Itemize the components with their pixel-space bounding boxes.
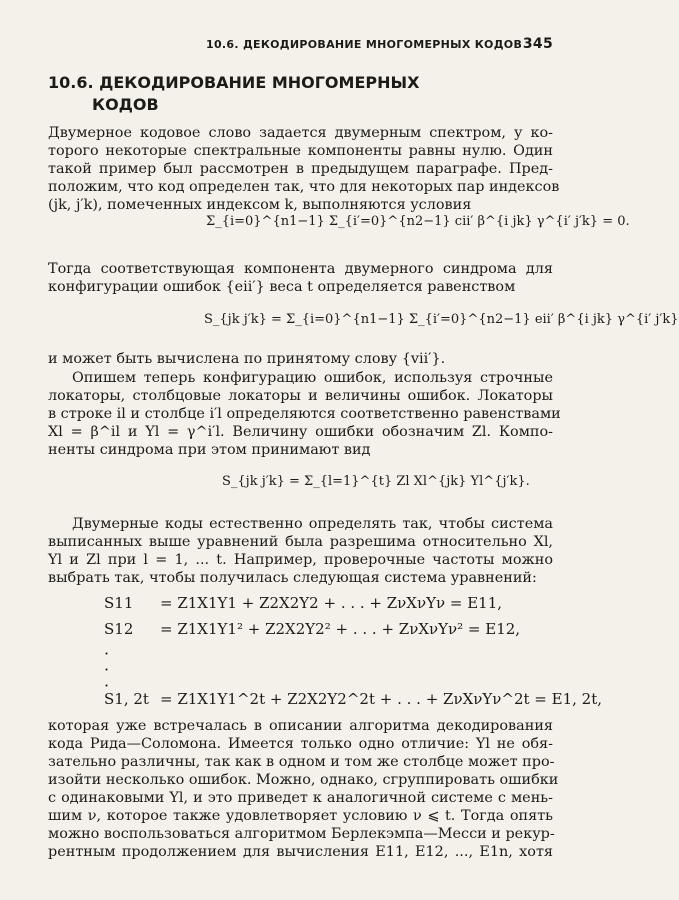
text-line: Двумерное кодовое слово задается двумерным спектром, у ко- xyxy=(48,125,553,141)
system-row-2 xyxy=(104,620,520,638)
text-line: Опишем теперь конфигурацию ошибок, используя строчные xyxy=(72,370,553,386)
section-title-line-1: 10.6. ДЕКОДИРОВАНИЕ МНОГОМЕРНЫХ xyxy=(48,73,420,92)
system-row-1 xyxy=(104,594,502,612)
text-line: можно воспользоваться алгоритмом Берлекэмпа—Месси и рекур- xyxy=(48,826,555,842)
text-line: с одинаковыми Yl, и это приведет к аналогичной системе с мень- xyxy=(48,790,553,806)
text-line: такой пример был рассмотрен в предыдущем параграфе. Пред- xyxy=(48,161,553,177)
system-row-3-lhs: S1, 2t xyxy=(104,690,149,708)
system-row-2-lhs: S12 xyxy=(104,620,134,638)
text-line: Тогда соответствующая компонента двумерного синдрома для xyxy=(48,261,553,277)
text-line: торого некоторые спектральные компоненты равны нулю. Один xyxy=(48,143,553,159)
system-row-2-rhs: = Z1X1Y1² + Z2X2Y2² + . . . + ZνXνYν² = E12, xyxy=(160,620,521,638)
text-line: (jk, j′k), помеченных индексом k, выполняются условия xyxy=(48,197,472,213)
section-title xyxy=(48,72,419,116)
text-line: шим ν, которое также удовлетворяет условию ν ⩽ t. Тогда опять xyxy=(48,808,553,824)
vertical-dots: · · · xyxy=(104,644,110,695)
text-line: и может быть вычислена по принятому слову {vii′}. xyxy=(48,351,446,367)
text-line: рентным продолжением для вычисления E11, E12, ..., E1n, хотя xyxy=(48,844,553,860)
section-title-line-2: КОДОВ xyxy=(92,95,159,114)
system-row-3-rhs: = Z1X1Y1^2t + Z2X2Y2^2t + . . . + ZνXνYν^2t = E1, 2t, xyxy=(160,690,603,708)
text-line: выбрать так, чтобы получилась следующая система уравнений: xyxy=(48,570,537,586)
text-line: Xl = β^il и Yl = γ^i′l. Величину ошибки обозначим Zl. Компо- xyxy=(48,424,553,440)
text-line: изойти несколько ошибок. Можно, однако, сгруппировать ошибки xyxy=(48,772,559,788)
equation-3: S_{jk j′k} = Σ_{l=1}^{t} Zl Xl^{jk} Yl^{j′k}. xyxy=(222,474,530,489)
text-line: Yl и Zl при l = 1, ... t. Например, проверочные частоты можно xyxy=(48,552,553,568)
text-line: которая уже встречалась в описании алгоритма декодирования xyxy=(48,718,553,734)
text-line: ненты синдрома при этом принимают вид xyxy=(48,442,371,458)
equation-1: Σ_{i=0}^{n1−1} Σ_{i′=0}^{n2−1} cii′ β^{i jk} γ^{i′ j′k} = 0. xyxy=(206,214,630,229)
text-line: положим, что код определен так, что для некоторых пар индексов xyxy=(48,179,560,195)
text-line: в строке il и столбце i′l определяются соответственно равенствами xyxy=(48,406,561,422)
running-head xyxy=(206,36,553,52)
system-row-1-lhs: S11 xyxy=(104,594,134,612)
text-line: выписанных выше уравнений была разрешима относительно Xl, xyxy=(48,534,553,550)
text-line: зательно различны, так как в одном и том же столбце может про- xyxy=(48,754,555,770)
text-line: локаторы, столбцовые локаторы и величины ошибок. Локаторы xyxy=(48,388,553,404)
equation-2: S_{jk j′k} = Σ_{i=0}^{n1−1} Σ_{i′=0}^{n2−1} eii′ β^{i jk} γ^{i′ j′k} xyxy=(204,312,679,327)
page-number: 345 xyxy=(522,36,553,52)
running-head-title: 10.6. ДЕКОДИРОВАНИЕ МНОГОМЕРНЫХ КОДОВ xyxy=(206,38,523,51)
system-row-3 xyxy=(104,690,602,708)
text-line: кода Рида—Соломона. Имеется только одно отличие: Yl не обя- xyxy=(48,736,553,752)
text-line: конфигурации ошибок {eii′} веса t определяется равенством xyxy=(48,279,516,295)
text-line: Двумерные коды естественно определять так, чтобы система xyxy=(72,516,553,532)
system-row-1-rhs: = Z1X1Y1 + Z2X2Y2 + . . . + ZνXνYν = E11, xyxy=(160,594,503,612)
